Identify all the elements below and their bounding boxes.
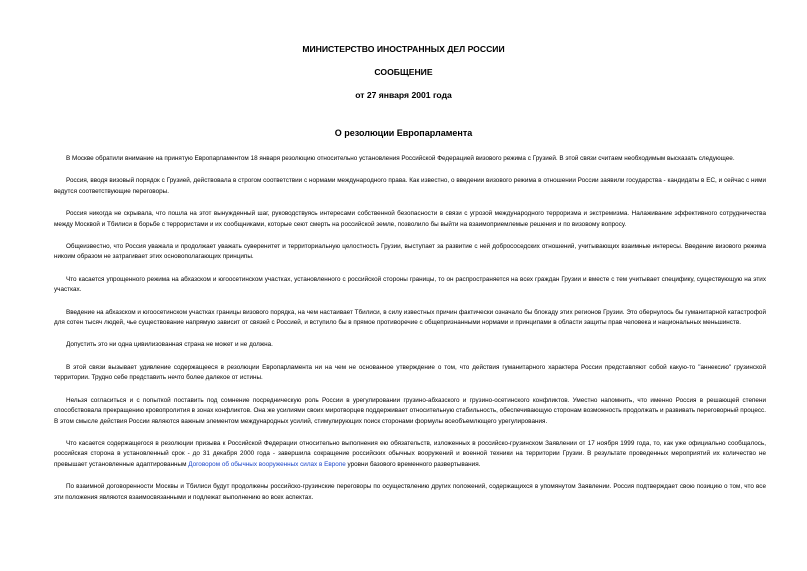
paragraph-10-text-after: уровни базового временного развертывания. <box>345 460 481 468</box>
paragraph-7: Допустить это ни одна цивилизованная страна не может и не должна. <box>66 341 273 349</box>
paragraph-3: Россия никогда не скрывала, что пошла на этот вынужденный шаг, руководствуясь интересами собственной безопасности в связи с угрозой международного терроризма и экстремизма. Налаживание эффективного сотрудничества между Москвой и Тбилиси в борьбе с террористами и их сообщниками, которые сеют смерть на российской земле, позволило бы выйти на взаимоприемлемые решения и по визовому вопросу. <box>54 210 766 228</box>
document-body <box>54 154 766 515</box>
paragraph-10 <box>54 439 766 470</box>
paragraph-1: В Москве обратили внимание на принятую Европарламентом 18 января резолюцию относительно установления Российской Федерацией визового режима с Грузией. В этой связи считаем необходимым высказать следующее. <box>66 155 735 162</box>
paragraph-10-text-before: Что касается содержащегося в резолюции призыва к Российской Федерации относительно выполнения ею обязательств, изложенных в российско-грузинском Заявлении от 17 ноября 1999 года, то, как уже официально сообщалось, российская сторона в установленный срок - до 31 декабря 2000 года - завершила сокращение российских обычных вооружений и военной техники на территории Грузии. В результате проведенных мероприятий их количество не превышает установленные адаптированным <box>54 439 766 468</box>
paragraph-11: По взаимной договоренности Москвы и Тбилиси будут продолжены российско-грузинские переговоры по осуществлению других положений, содержащихся в упомянутом Заявлении. Россия подтверждает свою позицию о том, что все эти положения являются взаимосвязанными и подлежат выполнению во всех аспектах. <box>54 483 766 501</box>
ministry-heading: МИНИСТЕРСТВО ИНОСТРАННЫХ ДЕЛ РОССИИ <box>302 44 505 54</box>
paragraph-2: Россия, вводя визовый порядок с Грузией, действовала в строгом соответствии с нормами международного права. Как известно, о введении визового режима в отношении России заявили государства - кандидаты в ЕС, и сейчас с ними ведутся соответствующие переговоры. <box>54 177 766 195</box>
paragraph-8: В этой связи вызывает удивление содержащееся в резолюции Европарламента ни на чем не основанное утверждение о том, что действия гуманитарного характера России представляют собой какую-то "аннексию" грузинской территории. Трудно себе представить нечто более далекое от истины. <box>54 363 766 382</box>
paragraph-4: Общеизвестно, что Россия уважала и продолжает уважать суверенитет и территориальную целостность Грузии, выступает за развитие с ней добрососедских отношений, учитывающих взаимные интересы. Введение визового режима никоим образом не затрагивает этих основополагающих принципы. <box>54 243 766 261</box>
paragraph-6: Введение на абхазском и югоосетинском участках границы визового порядка, на чем настаивает Тбилиси, в силу известных причин фактически означало бы блокаду этих регионов Грузии. Это обернулось бы гуманитарной катастрофой для сотен тысяч людей, чье существование напрямую зависит от связей с Россией, и вступило бы в прямое противоречие с общепризнанными нормами и принципами в области защиты прав человека и национальных меньшинств. <box>54 308 766 327</box>
paragraph-5: Что касается упрощенного режима на абхазском и югоосетинском участках, установленного с российской стороны границы, то он распространяется на всех граждан Грузии и вместе с тем учитывает специфику, существующую на этих участках. <box>54 275 766 294</box>
message-date: от 27 января 2001 года <box>355 90 452 100</box>
cfe-treaty-link[interactable]: Договором об обычных вооруженных силах в Европе <box>188 460 346 468</box>
paragraph-9: Нельзя согласиться и с попыткой поставить под сомнение посредническую роль России в урегулировании грузино-абхазского и грузино-осетинского конфликтов. Уместно напомнить, что именно Россия в решающей степени способствовала прекращению кровопролития в зонах конфликтов. Она же усилиями своих миротворцев поддерживает относительную стабильность, обеспечивающую сторонам возможность продолжать и развивать переговорный процесс. В этом смысле действия России являются важным элементом международных усилий, стимулирующих поиск сторонами формулы всеобъемлющего урегулирования. <box>54 396 766 425</box>
document-title: О резолюции Европарламента <box>334 128 473 138</box>
message-type-heading: СООБЩЕНИЕ <box>374 67 433 77</box>
